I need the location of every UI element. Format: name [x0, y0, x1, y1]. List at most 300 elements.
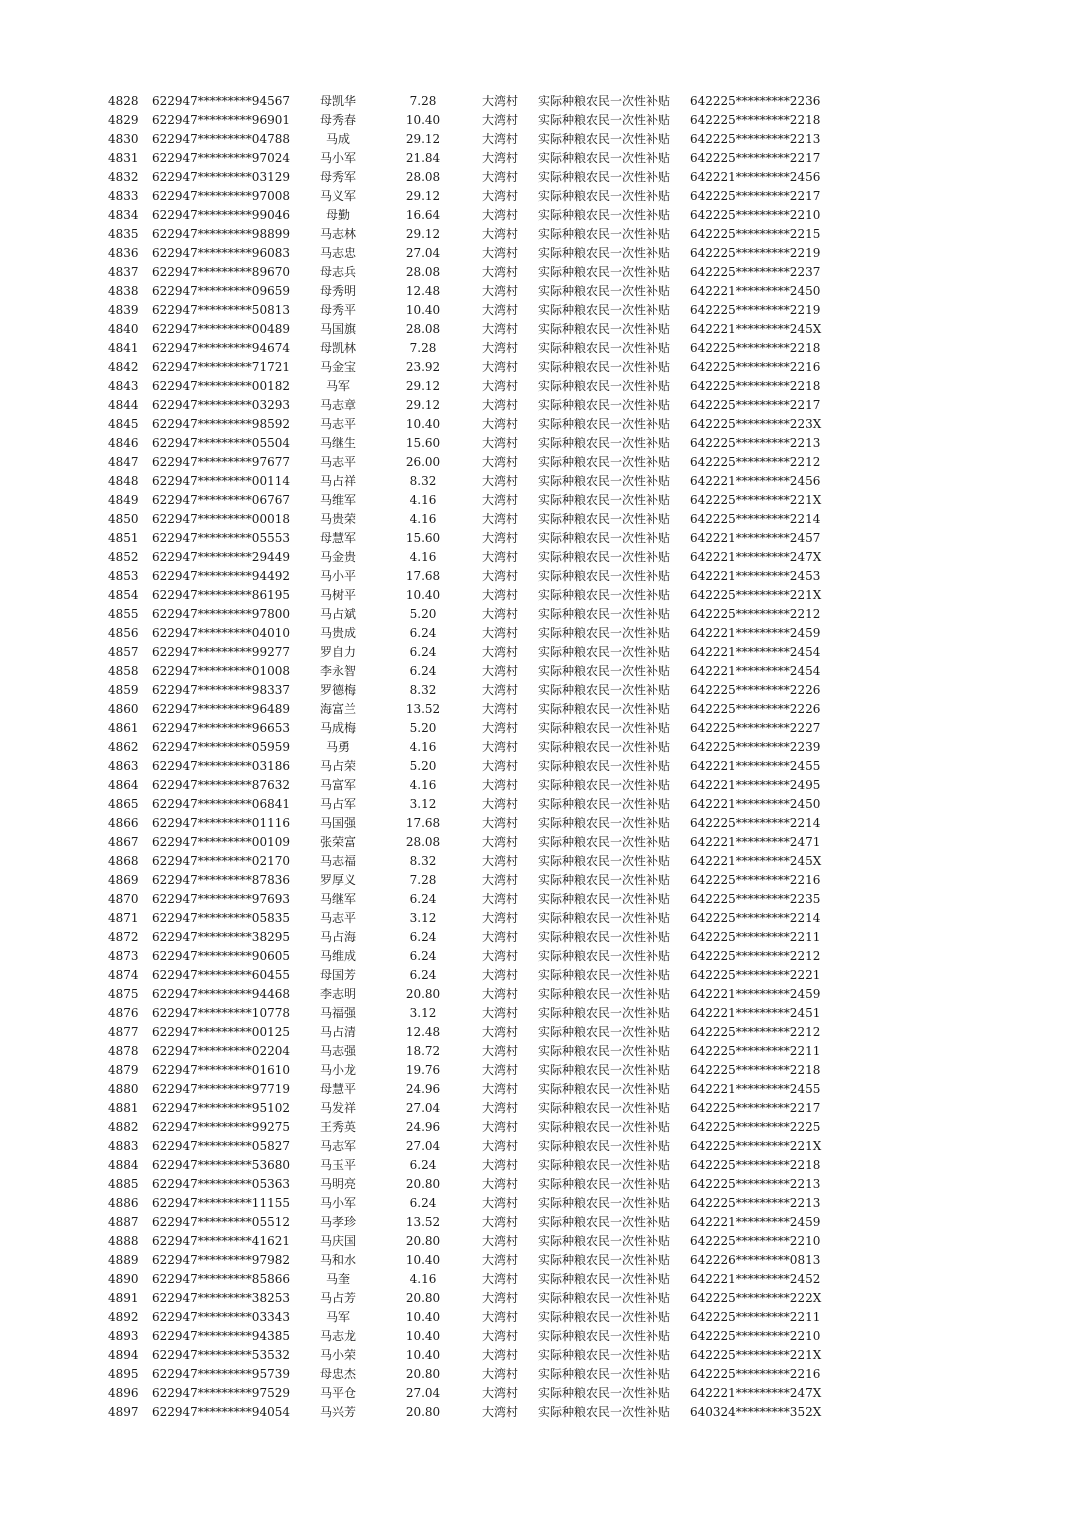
row-number: 4829 — [108, 113, 139, 127]
bank-card-number: 622947*********96083 — [152, 246, 290, 260]
table-row — [0, 491, 1074, 510]
subsidy-amount: 24.96 — [405, 1082, 441, 1096]
subsidy-type: 实际种粮农民一次性补贴 — [537, 626, 670, 640]
id-card-number: 642221*********2454 — [690, 645, 821, 659]
id-card-number: 642225*********2215 — [690, 227, 821, 241]
table-row — [0, 1384, 1074, 1403]
row-number: 4854 — [108, 588, 139, 602]
id-card-number: 642221*********2457 — [690, 531, 821, 545]
village-name: 大湾村 — [481, 759, 518, 773]
village-name: 大湾村 — [481, 949, 518, 963]
table-row — [0, 92, 1074, 111]
bank-card-number: 622947*********01008 — [152, 664, 290, 678]
id-card-number: 642221*********2450 — [690, 284, 821, 298]
table-row — [0, 738, 1074, 757]
farmer-name: 马志平 — [319, 455, 356, 469]
id-card-number: 642225*********2213 — [690, 1177, 821, 1191]
subsidy-amount: 5.20 — [409, 607, 437, 621]
subsidy-amount: 16.64 — [405, 208, 441, 222]
subsidy-amount: 10.40 — [405, 1310, 441, 1324]
bank-card-number: 622947*********38253 — [152, 1291, 290, 1305]
bank-card-number: 622947*********05959 — [152, 740, 290, 754]
id-card-number: 642225*********2235 — [690, 892, 821, 906]
subsidy-amount: 8.32 — [409, 683, 437, 697]
subsidy-type: 实际种粮农民一次性补贴 — [537, 94, 670, 108]
bank-card-number: 622947*********95102 — [152, 1101, 290, 1115]
bank-card-number: 622947*********00109 — [152, 835, 290, 849]
subsidy-type: 实际种粮农民一次性补贴 — [537, 379, 670, 393]
table-row — [0, 1137, 1074, 1156]
subsidy-type: 实际种粮农民一次性补贴 — [537, 1063, 670, 1077]
farmer-name: 马继生 — [319, 436, 356, 450]
table-row — [0, 1232, 1074, 1251]
subsidy-amount: 7.28 — [409, 873, 437, 887]
row-number: 4828 — [108, 94, 139, 108]
subsidy-amount: 27.04 — [405, 1386, 441, 1400]
subsidy-amount: 4.16 — [409, 1272, 437, 1286]
subsidy-type: 实际种粮农民一次性补贴 — [537, 1025, 670, 1039]
farmer-name: 马和水 — [319, 1253, 356, 1267]
row-number: 4835 — [108, 227, 139, 241]
farmer-name: 马志强 — [319, 1044, 356, 1058]
table-row — [0, 1403, 1074, 1422]
subsidy-type: 实际种粮农民一次性补贴 — [537, 778, 670, 792]
farmer-name: 马兴芳 — [319, 1405, 356, 1419]
farmer-name: 母国芳 — [319, 968, 356, 982]
village-name: 大湾村 — [481, 835, 518, 849]
village-name: 大湾村 — [481, 721, 518, 735]
table-row — [0, 909, 1074, 928]
farmer-name: 母秀军 — [319, 170, 356, 184]
row-number: 4842 — [108, 360, 139, 374]
row-number: 4883 — [108, 1139, 139, 1153]
farmer-name: 马志章 — [319, 398, 356, 412]
farmer-name: 海富兰 — [319, 702, 356, 716]
farmer-name: 马金贵 — [319, 550, 356, 564]
subsidy-amount: 27.04 — [405, 246, 441, 260]
subsidy-type: 实际种粮农民一次性补贴 — [537, 873, 670, 887]
subsidy-amount: 17.68 — [405, 816, 441, 830]
row-number: 4888 — [108, 1234, 139, 1248]
farmer-name: 张荣富 — [319, 835, 356, 849]
village-name: 大湾村 — [481, 474, 518, 488]
id-card-number: 642221*********2456 — [690, 474, 821, 488]
table-row — [0, 1042, 1074, 1061]
bank-card-number: 622947*********94674 — [152, 341, 290, 355]
table-row — [0, 947, 1074, 966]
bank-card-number: 622947*********94468 — [152, 987, 290, 1001]
id-card-number: 642221*********245X — [690, 322, 822, 336]
subsidy-amount: 8.32 — [409, 474, 437, 488]
subsidy-type: 实际种粮农民一次性补贴 — [537, 113, 670, 127]
table-row — [0, 510, 1074, 529]
farmer-name: 马志平 — [319, 417, 356, 431]
village-name: 大湾村 — [481, 607, 518, 621]
bank-card-number: 622947*********97529 — [152, 1386, 290, 1400]
bank-card-number: 622947*********94385 — [152, 1329, 290, 1343]
farmer-name: 马金宝 — [319, 360, 356, 374]
farmer-name: 马玉平 — [319, 1158, 356, 1172]
village-name: 大湾村 — [481, 1196, 518, 1210]
village-name: 大湾村 — [481, 626, 518, 640]
farmer-name: 罗自力 — [319, 645, 356, 659]
bank-card-number: 622947*********50813 — [152, 303, 290, 317]
bank-card-number: 622947*********00018 — [152, 512, 290, 526]
bank-card-number: 622947*********38295 — [152, 930, 290, 944]
id-card-number: 642221*********245X — [690, 854, 822, 868]
subsidy-amount: 10.40 — [405, 588, 441, 602]
subsidy-type: 实际种粮农民一次性补贴 — [537, 797, 670, 811]
bank-card-number: 622947*********06841 — [152, 797, 290, 811]
id-card-number: 642225*********2210 — [690, 208, 821, 222]
table-row — [0, 225, 1074, 244]
bank-card-number: 622947*********71721 — [152, 360, 290, 374]
bank-card-number: 622947*********00182 — [152, 379, 290, 393]
id-card-number: 642225*********222X — [690, 1291, 822, 1305]
village-name: 大湾村 — [481, 740, 518, 754]
village-name: 大湾村 — [481, 1405, 518, 1419]
subsidy-type: 实际种粮农民一次性补贴 — [537, 930, 670, 944]
row-number: 4833 — [108, 189, 139, 203]
subsidy-amount: 27.04 — [405, 1101, 441, 1115]
farmer-name: 马占斌 — [319, 607, 356, 621]
table-row — [0, 1365, 1074, 1384]
subsidy-amount: 6.24 — [409, 1196, 437, 1210]
village-name: 大湾村 — [481, 854, 518, 868]
bank-card-number: 622947*********85866 — [152, 1272, 290, 1286]
row-number: 4850 — [108, 512, 139, 526]
subsidy-amount: 12.48 — [405, 1025, 441, 1039]
row-number: 4834 — [108, 208, 139, 222]
row-number: 4849 — [108, 493, 139, 507]
subsidy-type: 实际种粮农民一次性补贴 — [537, 1139, 670, 1153]
table-row — [0, 776, 1074, 795]
id-card-number: 642225*********2216 — [690, 1367, 821, 1381]
bank-card-number: 622947*********05512 — [152, 1215, 290, 1229]
subsidy-type: 实际种粮农民一次性补贴 — [537, 265, 670, 279]
row-number: 4871 — [108, 911, 139, 925]
farmer-name: 马小龙 — [319, 1063, 356, 1077]
id-card-number: 642221*********2450 — [690, 797, 821, 811]
id-card-number: 642225*********2218 — [690, 113, 821, 127]
table-row — [0, 681, 1074, 700]
village-name: 大湾村 — [481, 1329, 518, 1343]
id-card-number: 642221*********247X — [690, 1386, 822, 1400]
village-name: 大湾村 — [481, 132, 518, 146]
village-name: 大湾村 — [481, 1177, 518, 1191]
subsidy-amount: 15.60 — [405, 531, 441, 545]
id-card-number: 642225*********2212 — [690, 607, 821, 621]
village-name: 大湾村 — [481, 1310, 518, 1324]
subsidy-amount: 6.24 — [409, 949, 437, 963]
subsidy-type: 实际种粮农民一次性补贴 — [537, 189, 670, 203]
id-card-number: 642225*********2217 — [690, 189, 821, 203]
subsidy-type: 实际种粮农民一次性补贴 — [537, 493, 670, 507]
bank-card-number: 622947*********06767 — [152, 493, 290, 507]
row-number: 4837 — [108, 265, 139, 279]
subsidy-amount: 28.08 — [405, 835, 441, 849]
village-name: 大湾村 — [481, 550, 518, 564]
bank-card-number: 622947*********05553 — [152, 531, 290, 545]
farmer-name: 母慧平 — [319, 1082, 356, 1096]
village-name: 大湾村 — [481, 1272, 518, 1286]
farmer-name: 马树平 — [319, 588, 356, 602]
subsidy-type: 实际种粮农民一次性补贴 — [537, 1044, 670, 1058]
farmer-name: 马占海 — [319, 930, 356, 944]
farmer-name: 马成 — [325, 132, 350, 146]
bank-card-number: 622947*********94492 — [152, 569, 290, 583]
subsidy-amount: 8.32 — [409, 854, 437, 868]
subsidy-amount: 27.04 — [405, 1139, 441, 1153]
table-row — [0, 814, 1074, 833]
id-card-number: 642221*********2455 — [690, 1082, 821, 1096]
subsidy-type: 实际种粮农民一次性补贴 — [537, 417, 670, 431]
farmer-name: 母志兵 — [319, 265, 356, 279]
farmer-name: 马占祥 — [319, 474, 356, 488]
farmer-name: 母秀平 — [319, 303, 356, 317]
row-number: 4886 — [108, 1196, 139, 1210]
subsidy-amount: 4.16 — [409, 550, 437, 564]
table-row — [0, 472, 1074, 491]
village-name: 大湾村 — [481, 1158, 518, 1172]
row-number: 4869 — [108, 873, 139, 887]
farmer-name: 马国旗 — [319, 322, 356, 336]
subsidy-amount: 15.60 — [405, 436, 441, 450]
id-card-number: 642225*********2210 — [690, 1234, 821, 1248]
village-name: 大湾村 — [481, 512, 518, 526]
subsidy-amount: 28.08 — [405, 170, 441, 184]
farmer-name: 李志明 — [319, 987, 356, 1001]
bank-card-number: 622947*********53680 — [152, 1158, 290, 1172]
id-card-number: 642225*********2218 — [690, 379, 821, 393]
subsidy-type: 实际种粮农民一次性补贴 — [537, 455, 670, 469]
subsidy-amount: 10.40 — [405, 1348, 441, 1362]
row-number: 4868 — [108, 854, 139, 868]
subsidy-type: 实际种粮农民一次性补贴 — [537, 1291, 670, 1305]
farmer-name: 罗德梅 — [319, 683, 356, 697]
table-row — [0, 928, 1074, 947]
farmer-name: 马国强 — [319, 816, 356, 830]
subsidy-type: 实际种粮农民一次性补贴 — [537, 512, 670, 526]
table-row — [0, 795, 1074, 814]
row-number: 4879 — [108, 1063, 139, 1077]
bank-card-number: 622947*********99275 — [152, 1120, 290, 1134]
table-row — [0, 1061, 1074, 1080]
row-number: 4863 — [108, 759, 139, 773]
subsidy-amount: 6.24 — [409, 892, 437, 906]
village-name: 大湾村 — [481, 531, 518, 545]
bank-card-number: 622947*********05363 — [152, 1177, 290, 1191]
row-number: 4844 — [108, 398, 139, 412]
village-name: 大湾村 — [481, 1101, 518, 1115]
village-name: 大湾村 — [481, 987, 518, 1001]
bank-card-number: 622947*********02204 — [152, 1044, 290, 1058]
bank-card-number: 622947*********97719 — [152, 1082, 290, 1096]
subsidy-amount: 4.16 — [409, 493, 437, 507]
row-number: 4839 — [108, 303, 139, 317]
farmer-name: 马继军 — [319, 892, 356, 906]
subsidy-type: 实际种粮农民一次性补贴 — [537, 1386, 670, 1400]
bank-card-number: 622947*********87632 — [152, 778, 290, 792]
row-number: 4889 — [108, 1253, 139, 1267]
village-name: 大湾村 — [481, 170, 518, 184]
subsidy-type: 实际种粮农民一次性补贴 — [537, 740, 670, 754]
village-name: 大湾村 — [481, 702, 518, 716]
row-number: 4857 — [108, 645, 139, 659]
id-card-number: 642225*********2217 — [690, 398, 821, 412]
table-row — [0, 1004, 1074, 1023]
village-name: 大湾村 — [481, 398, 518, 412]
subsidy-type: 实际种粮农民一次性补贴 — [537, 1082, 670, 1096]
id-card-number: 642221*********2456 — [690, 170, 821, 184]
bank-card-number: 622947*********04010 — [152, 626, 290, 640]
village-name: 大湾村 — [481, 1348, 518, 1362]
subsidy-amount: 20.80 — [405, 987, 441, 1001]
id-card-number: 642225*********2216 — [690, 873, 821, 887]
subsidy-amount: 20.80 — [405, 1177, 441, 1191]
subsidy-amount: 4.16 — [409, 740, 437, 754]
farmer-name: 马志忠 — [319, 246, 356, 260]
row-number: 4878 — [108, 1044, 139, 1058]
subsidy-type: 实际种粮农民一次性补贴 — [537, 170, 670, 184]
farmer-name: 马贵荣 — [319, 512, 356, 526]
bank-card-number: 622947*********96653 — [152, 721, 290, 735]
subsidy-type: 实际种粮农民一次性补贴 — [537, 759, 670, 773]
farmer-name: 马军 — [325, 1310, 350, 1324]
table-row — [0, 1213, 1074, 1232]
row-number: 4890 — [108, 1272, 139, 1286]
farmer-name: 马小平 — [319, 569, 356, 583]
farmer-name: 马平仓 — [319, 1386, 356, 1400]
table-row — [0, 1346, 1074, 1365]
table-row — [0, 890, 1074, 909]
farmer-name: 马孝珍 — [319, 1215, 356, 1229]
bank-card-number: 622947*********01610 — [152, 1063, 290, 1077]
village-name: 大湾村 — [481, 379, 518, 393]
id-card-number: 642225*********2239 — [690, 740, 821, 754]
subsidy-type: 实际种粮农民一次性补贴 — [537, 1310, 670, 1324]
subsidy-amount: 7.28 — [409, 94, 437, 108]
subsidy-amount: 3.12 — [409, 911, 437, 925]
table-row — [0, 1175, 1074, 1194]
subsidy-type: 实际种粮农民一次性补贴 — [537, 1234, 670, 1248]
id-card-number: 642221*********2451 — [690, 1006, 821, 1020]
bank-card-number: 622947*********03129 — [152, 170, 290, 184]
id-card-number: 642221*********2459 — [690, 1215, 821, 1229]
row-number: 4830 — [108, 132, 139, 146]
subsidy-type: 实际种粮农民一次性补贴 — [537, 208, 670, 222]
bank-card-number: 622947*********86195 — [152, 588, 290, 602]
table-row — [0, 377, 1074, 396]
subsidy-type: 实际种粮农民一次性补贴 — [537, 816, 670, 830]
id-card-number: 642221*********2453 — [690, 569, 821, 583]
id-card-number: 642225*********2212 — [690, 949, 821, 963]
row-number: 4848 — [108, 474, 139, 488]
table-row — [0, 1099, 1074, 1118]
subsidy-amount: 12.48 — [405, 284, 441, 298]
table-row — [0, 1289, 1074, 1308]
row-number: 4831 — [108, 151, 139, 165]
id-card-number: 642225*********2213 — [690, 436, 821, 450]
subsidy-amount: 13.52 — [405, 1215, 441, 1229]
row-number: 4894 — [108, 1348, 139, 1362]
table-row — [0, 358, 1074, 377]
farmer-name: 马发祥 — [319, 1101, 356, 1115]
table-row — [0, 643, 1074, 662]
village-name: 大湾村 — [481, 1025, 518, 1039]
subsidy-amount: 23.92 — [405, 360, 441, 374]
bank-card-number: 622947*********10778 — [152, 1006, 290, 1020]
village-name: 大湾村 — [481, 1082, 518, 1096]
subsidy-type: 实际种粮农民一次性补贴 — [537, 683, 670, 697]
subsidy-type: 实际种粮农民一次性补贴 — [537, 987, 670, 1001]
subsidy-type: 实际种粮农民一次性补贴 — [537, 1348, 670, 1362]
bank-card-number: 622947*********97800 — [152, 607, 290, 621]
farmer-name: 马占清 — [319, 1025, 356, 1039]
table-row — [0, 149, 1074, 168]
table-row — [0, 757, 1074, 776]
bank-card-number: 622947*********00125 — [152, 1025, 290, 1039]
subsidy-type: 实际种粮农民一次性补贴 — [537, 132, 670, 146]
subsidy-type: 实际种粮农民一次性补贴 — [537, 1120, 670, 1134]
village-name: 大湾村 — [481, 683, 518, 697]
table-row — [0, 852, 1074, 871]
row-number: 4847 — [108, 455, 139, 469]
farmer-name: 母忠杰 — [319, 1367, 356, 1381]
village-name: 大湾村 — [481, 151, 518, 165]
bank-card-number: 622947*********90605 — [152, 949, 290, 963]
row-number: 4880 — [108, 1082, 139, 1096]
table-row — [0, 453, 1074, 472]
id-card-number: 642225*********2214 — [690, 512, 821, 526]
subsidy-amount: 13.52 — [405, 702, 441, 716]
id-card-number: 642225*********2214 — [690, 911, 821, 925]
id-card-number: 640324*********352X — [690, 1405, 822, 1419]
farmer-name: 母秀春 — [319, 113, 356, 127]
row-number: 4892 — [108, 1310, 139, 1324]
village-name: 大湾村 — [481, 284, 518, 298]
subsidy-amount: 5.20 — [409, 759, 437, 773]
subsidy-amount: 7.28 — [409, 341, 437, 355]
bank-card-number: 622947*********97677 — [152, 455, 290, 469]
village-name: 大湾村 — [481, 94, 518, 108]
row-number: 4859 — [108, 683, 139, 697]
farmer-name: 马志军 — [319, 1139, 356, 1153]
bank-card-number: 622947*********00114 — [152, 474, 290, 488]
subsidy-type: 实际种粮农民一次性补贴 — [537, 854, 670, 868]
village-name: 大湾村 — [481, 436, 518, 450]
subsidy-amount: 28.08 — [405, 265, 441, 279]
table-row — [0, 1080, 1074, 1099]
row-number: 4872 — [108, 930, 139, 944]
table-row — [0, 586, 1074, 605]
farmer-name: 马贵成 — [319, 626, 356, 640]
subsidy-type: 实际种粮农民一次性补贴 — [537, 1367, 670, 1381]
village-name: 大湾村 — [481, 911, 518, 925]
subsidy-type: 实际种粮农民一次性补贴 — [537, 968, 670, 982]
table-row — [0, 662, 1074, 681]
id-card-number: 642225*********2217 — [690, 1101, 821, 1115]
farmer-name: 马奎 — [325, 1272, 350, 1286]
farmer-name: 马军 — [325, 379, 350, 393]
subsidy-amount: 29.12 — [405, 132, 441, 146]
subsidy-type: 实际种粮农民一次性补贴 — [537, 341, 670, 355]
subsidy-amount: 21.84 — [405, 151, 441, 165]
subsidy-type: 实际种粮农民一次性补贴 — [537, 1405, 670, 1419]
village-name: 大湾村 — [481, 1215, 518, 1229]
village-name: 大湾村 — [481, 645, 518, 659]
row-number: 4858 — [108, 664, 139, 678]
